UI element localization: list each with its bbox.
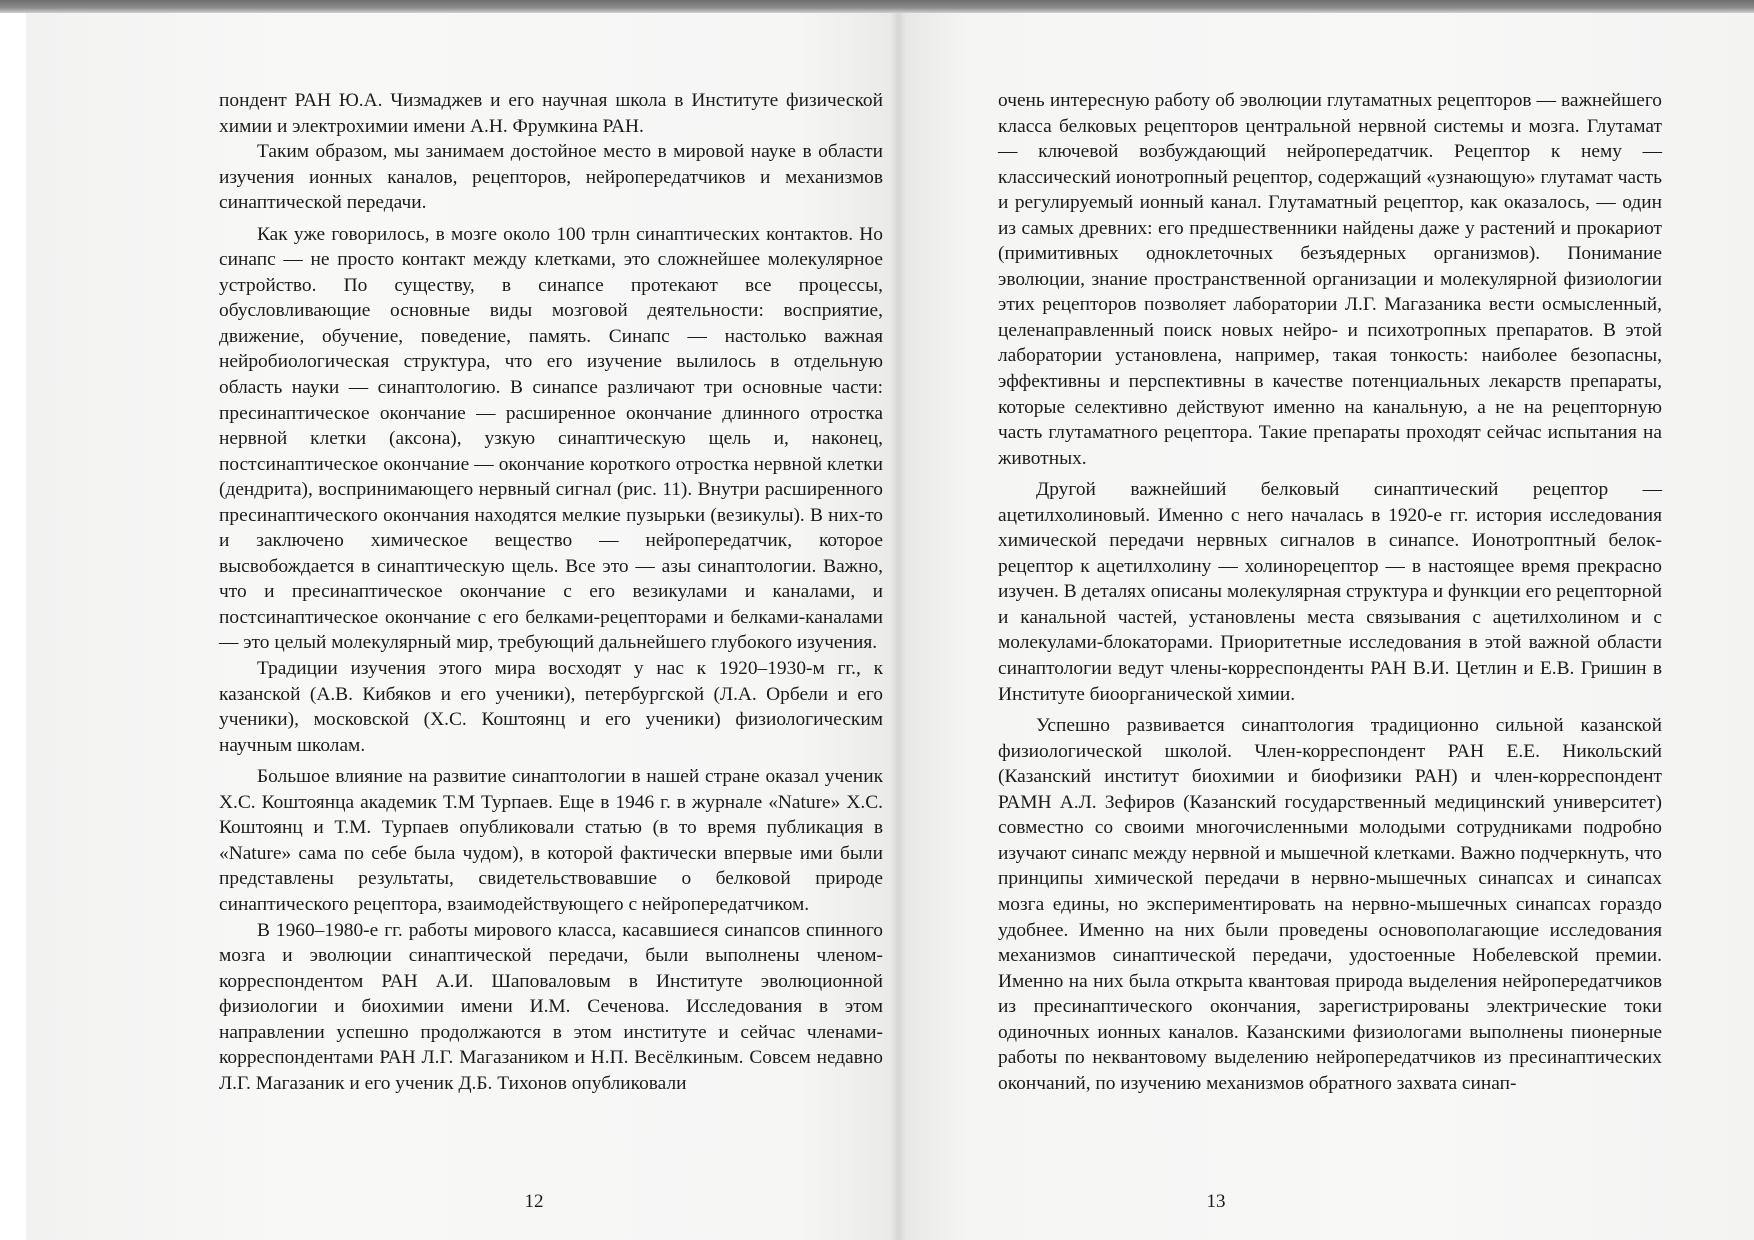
paragraph: Традиции изучения этого мира восходят у нас к 1920–1930-м гг., к казанской (А.В. Кибяков и его ученики), петербургской (Л.А. Орбели и его ученики), московской (Х.С. Коштоянц и его ученики) физиологическим научным школам. — [219, 658, 883, 756]
page-number: 12 — [524, 1191, 544, 1212]
right-page — [898, 13, 1754, 1240]
paragraph: В 1960–1980-е гг. работы мирового класса, касавшиеся синапсов спинного мозга и эволюции синаптической передачи, были выполнены членом-корреспондентом РАН А.И. Шаповаловым в Институте эволюционной физиологии и биохимии имени И.М. Сеченова. Исследования в этом направлении успешно продолжаются в этом институте и сейчас членами-корреспондентами РАН Л.Г. Магазаником и Н.П. Весёлкиным. Совсем недавно Л.Г. Магазаник и его ученик Д.Б. Тихонов опубликовали — [219, 919, 883, 1094]
scan-top-edge — [0, 0, 1754, 13]
left-page-text — [219, 88, 883, 1096]
paragraph: Другой важнейший белковый синаптический рецептор — ацетилхолиновый. Именно с него началась в 1920-е гг. история исследования химической передачи нервных сигналов в синапсе. Ионотроптный белок-рецептор к ацетилхолину — холинорецептор — в настоящее время прекрасно изучен. В деталях описаны молекулярная структура и функции его рецепторной и канальной частей, установлены места связывания с ацетилхолином и с молекулами-блокаторами. Приоритетные исследования в этой важной области синаптологии ведут члены-корреспонденты РАН В.И. Цетлин и Е.В. Гришин в Институте биоорганической химии. — [998, 479, 1662, 705]
book-gutter — [890, 13, 906, 1240]
paragraph: Таким образом, мы занимаем достойное место в мировой науке в области изучения ионных каналов, рецепторов, нейропередатчиков и механизмов синаптической передачи. — [219, 141, 883, 214]
paragraph: очень интересную работу об эволюции глутаматных рецепторов — важнейшего класса белковых рецепторов центральной нервной системы и мозга. Глутамат — ключевой возбуждающий нейропередатчик. Рецептор к нему — классический ионотропный рецептор, содержащий «узнающую» глутамат часть и регулируемый ионный канал. Глутаматный рецептор, как оказалось, — один из самых древних: его предшественники найдены даже у растений и прокариот (примитивных одноклеточных безъядерных организмов). Понимание эволюции, знание пространственной организации и молекулярной физиологии этих рецепторов позволяет лаборатории Л.Г. Магазаника вести осмысленный, целенаправленный поиск новых нейро- и психотропных препаратов. В этой лаборатории установлена, например, такая тонкость: наиболее безопасны, эффективны и перспективны в качестве потенциальных лекарств препараты, которые селективно действуют именно на канальную, а не на рецепторную часть глутаматного рецептора. Такие препараты проходят сейчас испытания на животных. — [998, 90, 1662, 469]
left-page — [26, 13, 898, 1240]
page-number: 13 — [1206, 1191, 1226, 1212]
paragraph: Успешно развивается синаптология традиционно сильной казанской физиологической школой. Член-корреспондент РАН Е.Е. Никольский (Казанский институт биохимии и биофизики РАН) и член-корреспондент РАМН А.Л. Зефиров (Казанский государственный медицинский университет) совместно со своими многочисленными молодыми сотрудниками подробно изучают синапс между нервной и мышечной клетками. Важно подчеркнуть, что принципы химической передачи в нервно-мышечных синапсах и синапсах мозга едины, но экспериментировать на нервно-мышечных синапсах гораздо удобнее. Именно на них были проведены основополагающие исследования механизмов синаптической передачи, удостоенные Нобелевской премии. Именно на них была открыта квантовая природа выделения нейропередатчиков из пресинаптического окончания, зарегистрированы электрические токи одиночных ионных каналов. Казанскими физиологами выполнены пионерные работы по неквантовому выделению нейропередатчиков из пресинаптических окончаний, по изучению механизмов обратного захвата синап- — [998, 715, 1662, 1094]
paragraph: пондент РАН Ю.А. Чизмаджев и его научная школа в Институте физической химии и электрохимии имени А.Н. Фрумкина РАН. — [219, 90, 883, 137]
paragraph: Как уже говорилось, в мозге около 100 трлн синаптических контактов. Но синапс — не просто контакт между клетками, это сложнейшее молекулярное устройство. По существу, в синапсе протекают все процессы, обусловливающие основные виды мозговой деятельности: восприятие, движение, обучение, поведение, память. Синапс — настолько важная нейробиологическая структура, что его изучение вылилось в отдельную область науки — синаптологию. В синапсе различают три основные части: пресинаптическое окончание — расширенное окончание длинного отростка нервной клетки (аксона), узкую синаптическую щель и, наконец, постсинаптическое окончание — окончание короткого отростка нервной клетки (дендрита), воспринимающего нервный сигнал (рис. 11). Внутри расширенного пресинаптического окончания находятся мелкие пузырьки (везикулы). В них-то и заключено химическое вещество — нейропередатчик, которое высвобождается в синаптическую щель. Все это — азы синаптологии. Важно, что и пресинаптическое окончание с его везикулами и каналами, и постсинаптическое окончание с его белками-рецепторами и белками-каналами — это целый молекулярный мир, требующий дальнейшего глубокого изучения. — [219, 223, 883, 654]
right-page-text — [998, 88, 1662, 1096]
paragraph: Большое влияние на развитие синаптологии в нашей стране оказал ученик Х.С. Коштоянца академик Т.М Турпаев. Еще в 1946 г. в журнале «Nature» Х.С. Коштоянц и Т.М. Турпаев опубликовали статью (в то время публикация в «Nature» сама по себе была чудом), в которой фактически впервые ими были представлены результаты, свидетельствовавшие о белковой природе синаптического рецептора, взаимодействующего с нейропередатчиком. — [219, 766, 883, 915]
